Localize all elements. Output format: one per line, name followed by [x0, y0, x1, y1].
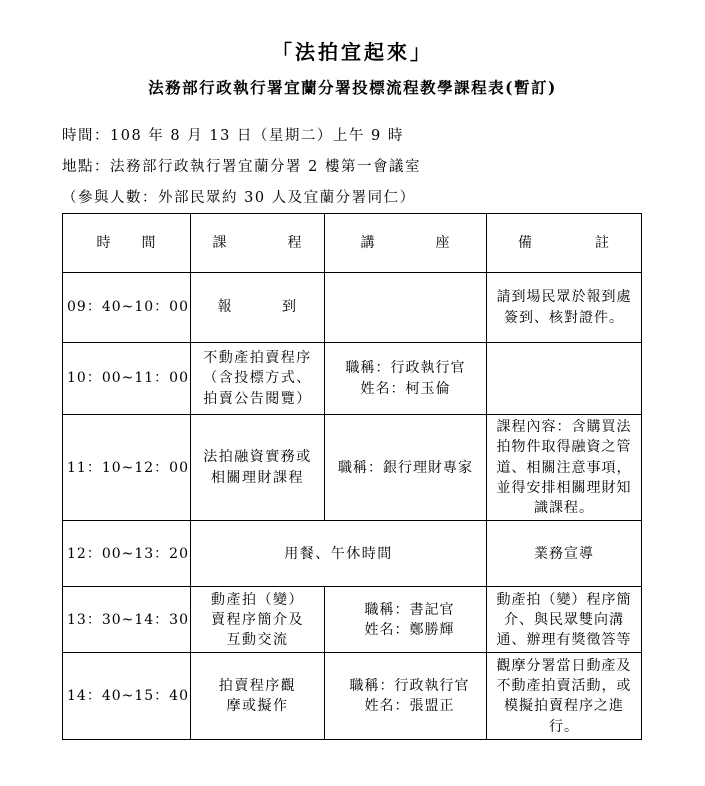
- row-speaker: [325, 273, 487, 343]
- row-course: 報 到: [191, 273, 325, 343]
- info-participants: （參與人數：外部民眾約 30 人及宜蘭分署同仁）: [62, 190, 416, 206]
- table-row: [63, 587, 642, 653]
- document-subtitle: 法務部行政執行署宜蘭分署投標流程教學課程表(暫訂): [148, 78, 557, 97]
- row-note: 課程內容：含購買法拍物件取得融資之管道、相關注意事項，並得安排相關理財知識課程。: [487, 415, 642, 521]
- row-note: 請到場民眾於報到處簽到、核對證件。: [487, 273, 642, 343]
- table-row: [63, 653, 642, 740]
- info-time: 時間：108 年 8 月 13 日（星期二）上午 9 時: [62, 128, 404, 144]
- header-course: 課 程: [191, 214, 325, 273]
- row-note: 業務宣導: [487, 521, 642, 587]
- header-note: 備 註: [487, 214, 642, 273]
- row-course: 不動產拍賣程序 （含投標方式、 拍賣公告閱覽）: [191, 343, 325, 415]
- row-course: 拍賣程序觀 摩或擬作: [191, 653, 325, 740]
- row-time: 11：10~12：00: [63, 415, 191, 521]
- row-time: 13：30~14：30: [63, 587, 191, 653]
- row-note: 觀摩分署當日動產及不動產拍賣活動，或模擬拍賣程序之進行。: [487, 653, 642, 740]
- schedule-table: [62, 213, 642, 740]
- table-row: [63, 521, 642, 587]
- row-note: 動產拍（變）程序簡介、與民眾雙向溝通、辦理有獎徵答等: [487, 587, 642, 653]
- row-course: 法拍融資實務或 相關理財課程: [191, 415, 325, 521]
- table-row: [63, 415, 642, 521]
- row-time: 10：00~11：00: [63, 343, 191, 415]
- table-row: [63, 343, 642, 415]
- row-merged-break: 用餐、午休時間: [191, 521, 487, 587]
- document-title: 「法拍宜起來」: [272, 40, 433, 64]
- row-time: 12：00~13：20: [63, 521, 191, 587]
- table-header-row: [63, 214, 642, 273]
- row-speaker: 職稱：行政執行官 姓名：張盟正: [325, 653, 487, 740]
- row-time: 14：40~15：40: [63, 653, 191, 740]
- row-time: 09：40~10：00: [63, 273, 191, 343]
- row-speaker: 職稱：書記官 姓名：鄭勝輝: [325, 587, 487, 653]
- row-speaker: 職稱：銀行理財專家: [325, 415, 487, 521]
- header-speaker: 講 座: [325, 214, 487, 273]
- row-course: 動產拍（變） 賣程序簡介及 互動交流: [191, 587, 325, 653]
- header-time: 時 間: [63, 214, 191, 273]
- table-row: [63, 273, 642, 343]
- info-place: 地點：法務部行政執行署宜蘭分署 2 樓第一會議室: [62, 159, 421, 175]
- row-speaker: 職稱：行政執行官 姓名：柯玉倫: [325, 343, 487, 415]
- row-note: [487, 343, 642, 415]
